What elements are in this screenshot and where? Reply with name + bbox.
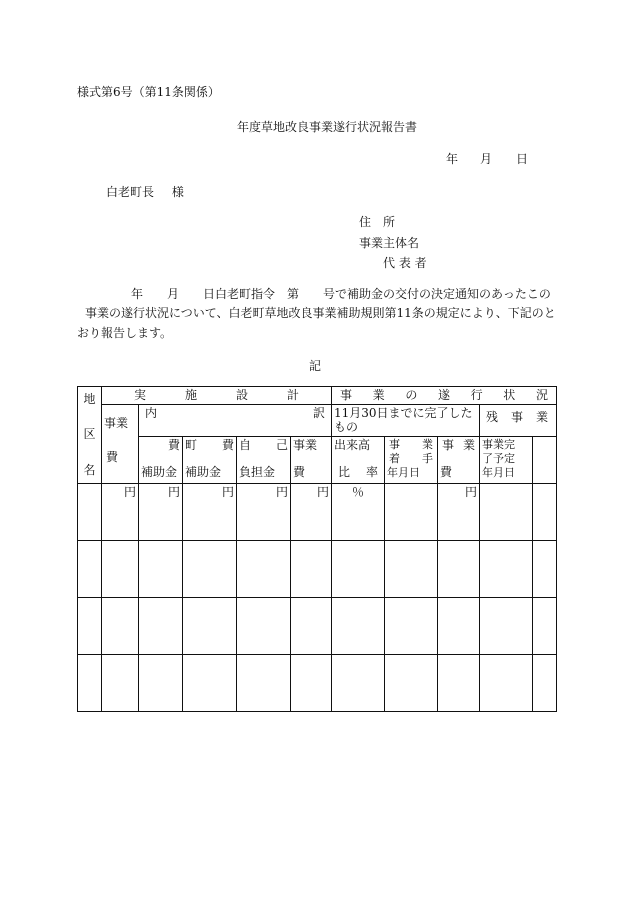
unit-yen-z-jigyohi: 円 <box>438 483 480 540</box>
zan-jigyo-header: 残 事 業 <box>480 405 557 437</box>
suiko-jokyo-header: 事 業 の 遂 行 状 況 <box>332 387 557 405</box>
dekidaka-header: 出来高 比 率 <box>332 436 385 483</box>
document-title: 年度草地改良事業遂行状況報告書 <box>237 120 418 134</box>
body-line-3: おり報告します。 <box>77 326 173 340</box>
unit-percent: ％ <box>332 483 385 540</box>
unit-yen-cho: 円 <box>183 483 237 540</box>
table-cell <box>480 483 533 540</box>
kanryo-header: 11月30日までに完了したもの <box>332 405 480 437</box>
table-cell <box>533 483 557 540</box>
unit-yen-hojokin: 円 <box>139 483 183 540</box>
addressee <box>106 183 184 200</box>
table-row <box>78 597 557 654</box>
jigyohi-header: 事業 費 <box>102 405 139 484</box>
chiku-header: 地 区 名 <box>78 387 102 484</box>
table-row <box>78 654 557 711</box>
addressee-name: 白老町長 <box>106 185 155 199</box>
representative-label: 代 表 者 <box>383 256 427 270</box>
kanryo-yotei-header: 事業完 了予定 年月日 <box>480 436 533 483</box>
k-jigyohi-header: 事業 費 <box>291 436 332 483</box>
date-year: 年 <box>446 152 459 166</box>
unit-yen-jiko: 円 <box>237 483 291 540</box>
entity-label: 事業主体名 <box>359 236 420 250</box>
table-cell <box>385 483 438 540</box>
addressee-honorific: 様 <box>171 185 184 199</box>
jiko-futankin-header: 自 己 負担金 <box>237 436 291 483</box>
uchiwake-header: 内 訳 <box>139 405 332 437</box>
cho-hi-header: 町 費 補助金 <box>183 436 237 483</box>
ki-label: 記 <box>309 359 322 373</box>
body-line-2: 事業の遂行状況について、白老町草地改良事業補助規則第11条の規定により、下記のと <box>85 306 556 320</box>
jisshi-sekkei-header: 実 施 設 計 <box>102 387 332 405</box>
address-label: 住 所 <box>359 215 396 229</box>
form-number: 様式第6号（第11条関係） <box>77 85 220 99</box>
unit-yen-k-jigyohi: 円 <box>291 483 332 540</box>
hojokin-header: 費 補助金 <box>139 436 183 483</box>
chakushu-header: 事 業 着 手 年月日 <box>385 436 438 483</box>
body-line-1: 年 月 日白老町指令 第 号で補助金の交付の決定通知のあったこの <box>131 287 551 301</box>
unit-yen-jigyohi: 円 <box>102 483 139 540</box>
date-day: 日 <box>516 152 529 166</box>
table-row <box>78 540 557 597</box>
date-month: 月 <box>480 152 493 166</box>
table-cell <box>78 483 102 540</box>
z-jigyohi-header: 事 業 費 <box>438 436 480 483</box>
report-table <box>77 386 557 712</box>
